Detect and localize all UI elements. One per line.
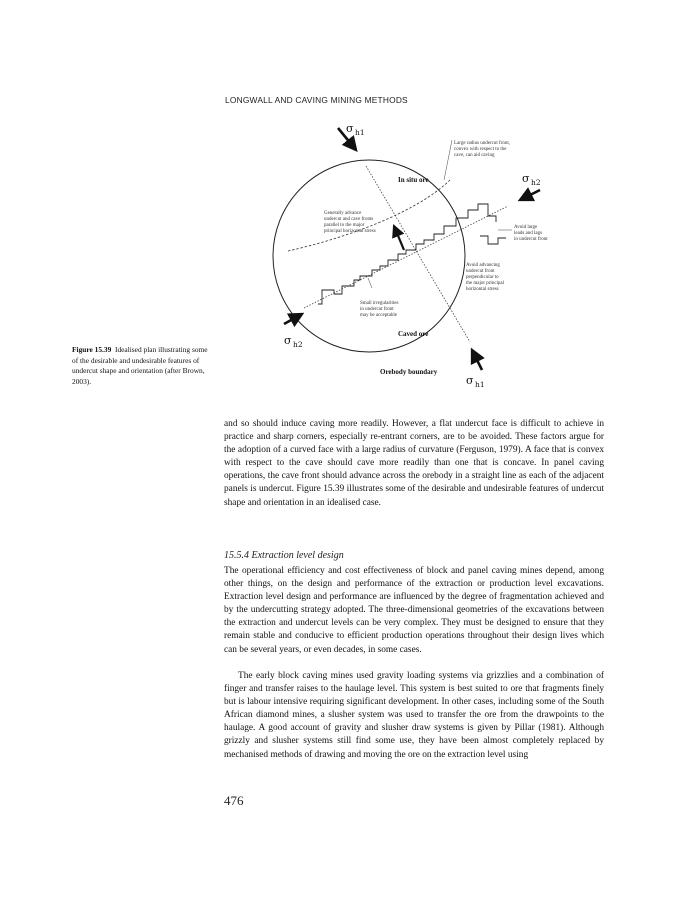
- small-irregularities-leader: [368, 278, 372, 288]
- sigma-h2-left-symbol: σ: [284, 334, 292, 347]
- sigma-h2-right-sub: h2: [531, 178, 541, 187]
- sigma-h2-left-sub: h2: [293, 340, 303, 349]
- undercut-plan-diagram: [226, 118, 606, 410]
- figure-undercut-plan: [226, 118, 606, 410]
- figure-caption: [72, 345, 212, 387]
- caved-ore-label: Caved ore: [398, 330, 429, 338]
- annotation-avoid-ledges: Avoid large leads and lags in undercut front: [514, 225, 548, 242]
- page-number: 476: [224, 793, 244, 808]
- orebody-boundary-circle: [273, 160, 465, 352]
- sigma-h1-arrow-bottom: [472, 350, 482, 370]
- paragraph-1: and so should induce caving more readily. However, a flat undercut face is difficult to achieve in practice and sharp corners, especially re-entrant corners, are to be avoided. These factors argue for the adoption of a curved face with a large radius of curvature (Ferguson, 1979). A face that is convex with respect to the cave should cave more readily than one that is concave. In panel caving operations, the cave front should advance across the orebody in a straight line as each of the adjacent panels is undercut. Figure 15.39 illustrates some of the desirable and undesirable features of undercut shape and orientation in an idealised case.: [224, 419, 604, 508]
- central-stress-arrow: [394, 226, 404, 250]
- large-radius-leader: [444, 140, 452, 180]
- sigma-h1-bottom-symbol: σ: [466, 374, 474, 387]
- in-situ-ore-label: In situ ore: [398, 176, 429, 184]
- lead-lag-steps: [480, 236, 506, 244]
- annotation-advance-parallel: Generally advance undercut and cave fronts parallel to the major principal horizontal stress: [324, 211, 376, 234]
- sigma-h2-arrow-right: [520, 190, 540, 200]
- caption-text: Idealised plan illustrating some of the desirable and undesirable features of undercut shape and orientation (after Brown, 2003).: [72, 345, 208, 386]
- orebody-boundary-label: Orebody boundary: [380, 368, 438, 376]
- sigma-h1-top-symbol: σ: [346, 122, 354, 135]
- sigma-h1-bottom-sub: h1: [475, 380, 485, 389]
- caption-label: Figure 15.39: [72, 345, 112, 354]
- section-heading: 15.5.4 Extraction level design: [224, 550, 344, 561]
- paragraph-2: The operational efficiency and cost effectiveness of block and panel caving mines depend, among other things, on the design and performance of the extraction or production level excavations. Extraction level design and performance are influenced by the degree of fragmentation achieved and by the undercutting strategy adopted. The three-dimensional geometries of the excavations between the extraction and undercut levels can be very complex. They must be designed to ensure that they remain stable and conducive to efficient production operations throughout their design lives which can be several years, or even decades, in some cases.: [224, 566, 604, 655]
- paragraph-3: The early block caving mines used gravity loading systems via grizzlies and a combination of finger and transfer raises to the haulage level. This system is best suited to ore that fragments finely but is labour intensive requiring significant development. In other cases, including some of the South African diamond mines, a slusher system was used to transfer the ore from the drawpoints to the haulage. A good account of gravity and slusher draw systems is given by Pillar (1981). Although grizzly and slusher systems still find some use, they have been almost completely replaced by mechanised methods of drawing and moving the ore on the extraction level using: [224, 671, 604, 760]
- sigma-h2-right-symbol: σ: [522, 172, 530, 185]
- running-header: LONGWALL AND CAVING MINING METHODS: [225, 95, 408, 105]
- sigma-h1-top-sub: h1: [355, 128, 365, 137]
- annotation-large-radius: Large radius undercut front, convex with respect to the cave, can aid caving: [454, 141, 510, 158]
- annotation-small-irregularities: Small irregularities in undercut front may be acceptable: [360, 301, 399, 318]
- annotation-avoid-perpendicular: Avoid advancing undercut front perpendicular to the major principal horizontal stress: [466, 263, 505, 292]
